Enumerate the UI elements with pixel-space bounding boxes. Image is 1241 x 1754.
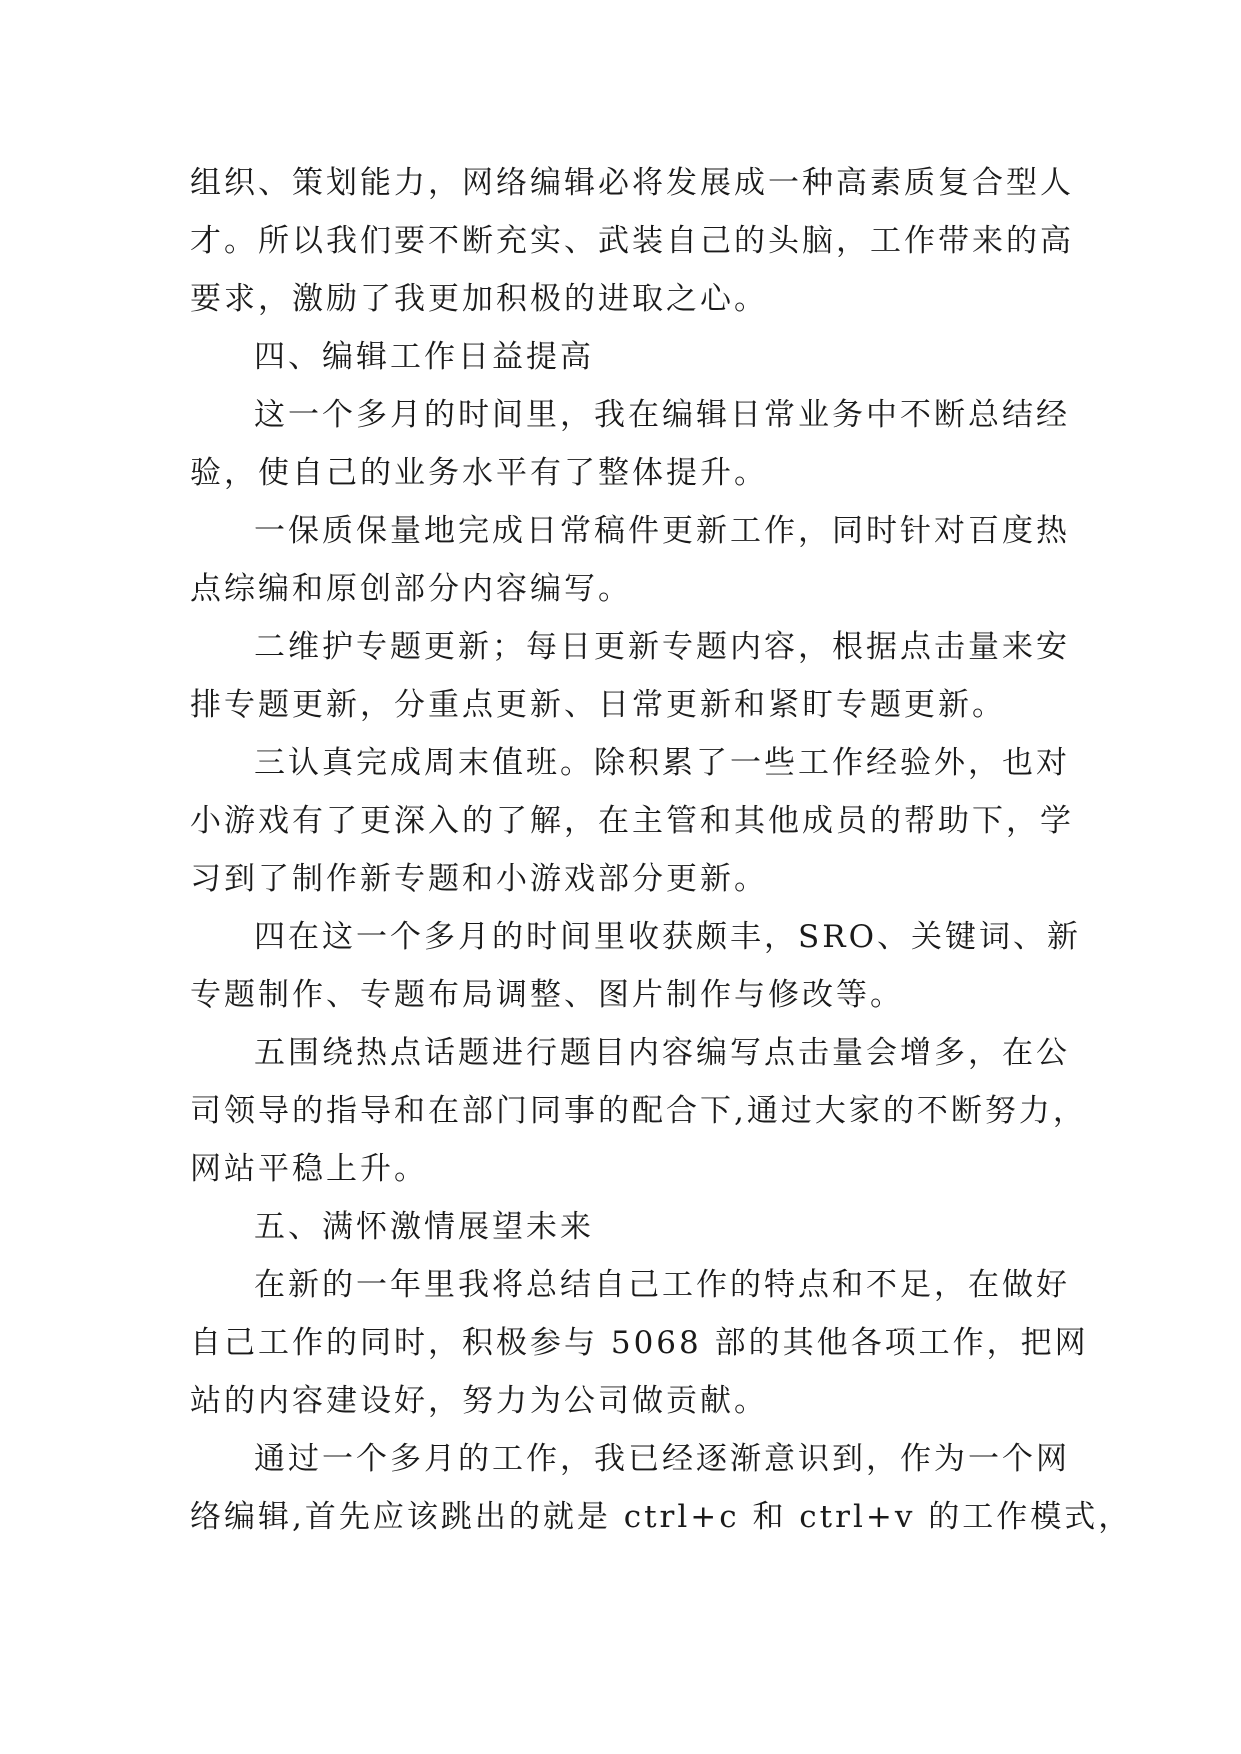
text-line: 二维护专题更新；每日更新专题内容，根据点击量来安 (254, 629, 1070, 665)
text-line: 要求，激励了我更加积极的进取之心。 (190, 281, 768, 317)
text-line: 点综编和原创部分内容编写。 (190, 571, 632, 607)
text-line: 络编辑,首先应该跳出的就是 ctrl+c 和 ctrl+v 的工作模式， (190, 1499, 1133, 1535)
text-line: 五围绕热点话题进行题目内容编写点击量会增多，在公 (254, 1035, 1070, 1071)
text-line: 四在这一个多月的时间里收获颇丰，SRO、关键词、新 (254, 919, 1081, 955)
text-line: 三认真完成周末值班。除积累了一些工作经验外，也对 (254, 745, 1070, 781)
text-line: 验，使自己的业务水平有了整体提升。 (190, 455, 768, 491)
text-line: 站的内容建设好，努力为公司做贡献。 (190, 1383, 768, 1419)
document-body (190, 154, 1133, 1546)
text-line: 在新的一年里我将总结自己工作的特点和不足，在做好 (254, 1267, 1070, 1303)
text-line: 排专题更新，分重点更新、日常更新和紧盯专题更新。 (190, 687, 1006, 723)
text-line: 网站平稳上升。 (190, 1151, 428, 1187)
text-line: 这一个多月的时间里，我在编辑日常业务中不断总结经 (254, 397, 1070, 433)
text-line: 通过一个多月的工作，我已经逐渐意识到，作为一个网 (254, 1441, 1070, 1477)
text-line: 习到了制作新专题和小游戏部分更新。 (190, 861, 768, 897)
text-line: 小游戏有了更深入的了解，在主管和其他成员的帮助下，学 (190, 803, 1074, 839)
text-line: 司领导的指导和在部门同事的配合下,通过大家的不断努力， (190, 1093, 1087, 1129)
text-line: 一保质保量地完成日常稿件更新工作，同时针对百度热 (254, 513, 1070, 549)
text-line: 才。所以我们要不断充实、武装自己的头脑，工作带来的高 (190, 223, 1074, 259)
text-line: 专题制作、专题布局调整、图片制作与修改等。 (190, 977, 904, 1013)
text-line: 四、编辑工作日益提高 (254, 339, 594, 375)
text-line: 组织、策划能力，网络编辑必将发展成一种高素质复合型人 (190, 165, 1074, 201)
text-line: 五、满怀激情展望未来 (254, 1209, 594, 1245)
text-line: 自己工作的同时，积极参与 5068 部的其他各项工作，把网 (190, 1325, 1089, 1361)
